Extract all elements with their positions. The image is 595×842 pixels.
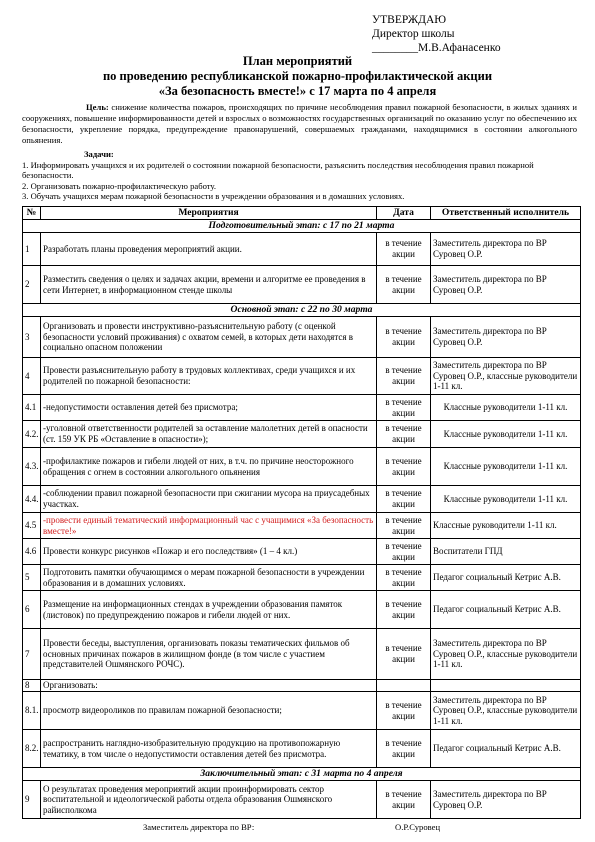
stage-row-final [23, 768, 581, 781]
approval-position: Директор школы [372, 28, 455, 40]
row-number: 8 [23, 680, 41, 692]
row-responsible: Педагог социальный Кетрис А.В. [431, 565, 581, 591]
row-number: 9 [23, 781, 41, 819]
row-responsible [431, 680, 581, 692]
row-date: в течение акции [377, 421, 431, 448]
task-item-3: 3. Обучать учащихся мерам пожарной безопасности в учреждении образования и в домашних условиях. [22, 191, 405, 202]
row-number: 6 [23, 591, 41, 629]
table-row [23, 266, 581, 304]
row-date: в течение акции [377, 486, 431, 513]
row-responsible: Заместитель директора по ВР Суровец О.Р. [431, 781, 581, 819]
row-number: 4.2. [23, 421, 41, 448]
row-responsible: Заместитель директора по ВР Суровец О.Р., классные руководители 1-11 кл. [431, 358, 581, 395]
title-line-1: План мероприятий [242, 54, 353, 68]
row-responsible: Педагог социальный Кетрис А.В. [431, 730, 581, 768]
task-item-2: 2. Организовать пожарно-профилактическую работу. [22, 180, 216, 191]
table-row [23, 781, 581, 819]
row-number: 5 [23, 565, 41, 591]
row-event: Организовать: [41, 680, 377, 692]
row-event: Размещение на информационных стендах в учреждении образования памяток (листовок) по предупреждению пожаров и гибели людей от них. [41, 591, 377, 629]
row-responsible: Классные руководители 1-11 кл. [431, 395, 581, 421]
row-responsible: Заместитель директора по ВР Суровец О.Р. [431, 233, 581, 266]
row-number: 8.2. [23, 730, 41, 768]
header-number: № [23, 207, 41, 220]
row-number: 3 [23, 317, 41, 358]
row-responsible: Классные руководители 1-11 кл. [431, 448, 581, 486]
row-event: Подготовить памятки обучающимся о мерам пожарной безопасности в учреждении образования и в домашних условиях. [41, 565, 377, 591]
row-responsible: Заместитель директора по ВР Суровец О.Р. [431, 317, 581, 358]
row-responsible: Классные руководители 1-11 кл. [431, 421, 581, 448]
row-responsible: Педагог социальный Кетрис А.В. [431, 591, 581, 629]
header-responsible: Ответственный исполнитель [431, 207, 581, 220]
row-responsible: Заместитель директора по ВР Суровец О.Р. [431, 266, 581, 304]
row-responsible: Классные руководители 1-11 кл. [431, 513, 581, 539]
row-responsible: Воспитатели ГПД [431, 539, 581, 565]
tasks-label: Задачи: [84, 149, 114, 159]
row-number: 4.3. [23, 448, 41, 486]
row-date: в течение акции [377, 233, 431, 266]
approval-heading: УТВЕРЖДАЮ [372, 14, 447, 26]
table-row [23, 591, 581, 629]
row-event: -профилактике пожаров и гибели людей от них, в т.ч. по причине неосторожного обращения с огнем в состоянии алкогольного опьянения [41, 448, 377, 486]
row-event: просмотр видеороликов по правилам пожарной безопасности; [41, 692, 377, 730]
stage-row-main [23, 304, 581, 317]
row-date: в течение акции [377, 513, 431, 539]
document-title [0, 54, 595, 99]
row-date: в течение акции [377, 539, 431, 565]
row-date: в течение акции [377, 629, 431, 680]
row-date: в течение акции [377, 266, 431, 304]
footer-position: Заместитель директора по ВР: [143, 822, 255, 832]
row-date: в течение акции [377, 317, 431, 358]
row-date: в течение акции [377, 591, 431, 629]
row-event: Разработать планы проведения мероприятий акции. [41, 233, 377, 266]
table-row [23, 317, 581, 358]
row-date: в течение акции [377, 565, 431, 591]
table-row [23, 692, 581, 730]
row-event: Провести беседы, выступления, организовать показы тематических фильмов об основных причинах пожаров в жилищном фонде (в том числе с участием представителей Ошмянского РОЧС). [41, 629, 377, 680]
header-date: Дата [377, 207, 431, 220]
row-event: О результатах проведения мероприятий акции проинформировать сектор воспитательной и идеологической работы отдела образования Ошмянского райисполкома [41, 781, 377, 819]
title-line-2: по проведению республиканской пожарно-профилактической акции [102, 69, 493, 83]
row-number: 1 [23, 233, 41, 266]
title-line-3: «За безопасность вместе!» с 17 марта по 4 апреля [158, 84, 437, 98]
row-date: в течение акции [377, 730, 431, 768]
header-events: Мероприятия [41, 207, 377, 220]
row-responsible: Заместитель директора по ВР Суровец О.Р., классные руководители 1-11 кл. [431, 692, 581, 730]
row-event-highlighted: -провести единый тематический информационный час с учащимися «За безопасность вместе!» [41, 513, 377, 539]
table-row [23, 513, 581, 539]
table-row [23, 358, 581, 395]
row-number: 4.5 [23, 513, 41, 539]
task-item-1: 1. Информировать учащихся и их родителей о состоянии пожарной безопасности, разъяснить последствия несоблюдения правил пожарной безопасности. [22, 159, 534, 181]
stage-row-preparatory [23, 220, 581, 233]
row-event: -недопустимости оставления детей без присмотра; [41, 395, 377, 421]
table-row [23, 680, 581, 692]
table-row [23, 730, 581, 768]
table-header-row [23, 207, 581, 220]
row-event: -уголовной ответственности родителей за оставление малолетних детей в опасности (ст. 159 УК РБ «Оставление в опасности»); [41, 421, 377, 448]
table-row [23, 395, 581, 421]
row-number: 8.1. [23, 692, 41, 730]
table-row [23, 448, 581, 486]
row-date: в течение акции [377, 448, 431, 486]
approval-block [372, 13, 501, 55]
row-number: 4.4. [23, 486, 41, 513]
row-number: 2 [23, 266, 41, 304]
footer-name: О.Р.Суровец [395, 822, 441, 832]
events-table [22, 206, 581, 819]
row-number: 7 [23, 629, 41, 680]
goal-label: Цель: [86, 102, 109, 112]
tasks-block [22, 149, 582, 202]
row-date [377, 680, 431, 692]
table-row [23, 629, 581, 680]
row-responsible: Заместитель директора по ВР Суровец О.Р., классные руководители 1-11 кл. [431, 629, 581, 680]
goal-text: снижение количества пожаров, происходящих по причине несоблюдения правил пожарной безопасности, в жилых зданиях и сооружениях, повышение информированности детей и взрослых о возможностях государственных организаций по оказанию услуг по обеспечению их безопасности, укрепление порядка, предупреждение правонарушений, совершаемых гражданами, находящимися в состоянии алкогольного опьянения. [22, 102, 577, 145]
approval-signature: ________М.В.Афанасенко [372, 42, 501, 54]
table-row [23, 565, 581, 591]
row-event: Организовать и провести инструктивно-разъяснительную работу (с оценкой безопасности условий проживания) с охватом семей, в которых дети находятся в социально опасном положении [41, 317, 377, 358]
row-number: 4.1 [23, 395, 41, 421]
row-event: Разместить сведения о целях и задачах акции, времени и алгоритме ее проведения в сети Интернет, в информационном стенде школы [41, 266, 377, 304]
table-row [23, 421, 581, 448]
table-row [23, 539, 581, 565]
row-event: Провести конкурс рисунков «Пожар и его последствия» (1 – 4 кл.) [41, 539, 377, 565]
stage-label: Заключительный этап: с 31 марта по 4 апреля [23, 768, 581, 781]
row-event: распространить наглядно-изобразительную продукцию на противопожарную тематику, в том числе о недопустимости оставления детей без присмотра. [41, 730, 377, 768]
goal-paragraph [22, 102, 577, 146]
row-number: 4.6 [23, 539, 41, 565]
row-date: в течение акции [377, 781, 431, 819]
stage-label: Основной этап: с 22 по 30 марта [23, 304, 581, 317]
stage-label: Подготовительный этап: с 17 по 21 марта [23, 220, 581, 233]
row-event: -соблюдении правил пожарной безопасности при сжигании мусора на приусадебных участках. [41, 486, 377, 513]
row-date: в течение акции [377, 692, 431, 730]
row-event: Провести разъяснительную работу в трудовых коллективах, среди учащихся и их родителей по пожарной безопасности: [41, 358, 377, 395]
table-row [23, 233, 581, 266]
row-date: в течение акции [377, 395, 431, 421]
row-date: в течение акции [377, 358, 431, 395]
table-row [23, 486, 581, 513]
row-number: 4 [23, 358, 41, 395]
row-responsible: Классные руководители 1-11 кл. [431, 486, 581, 513]
